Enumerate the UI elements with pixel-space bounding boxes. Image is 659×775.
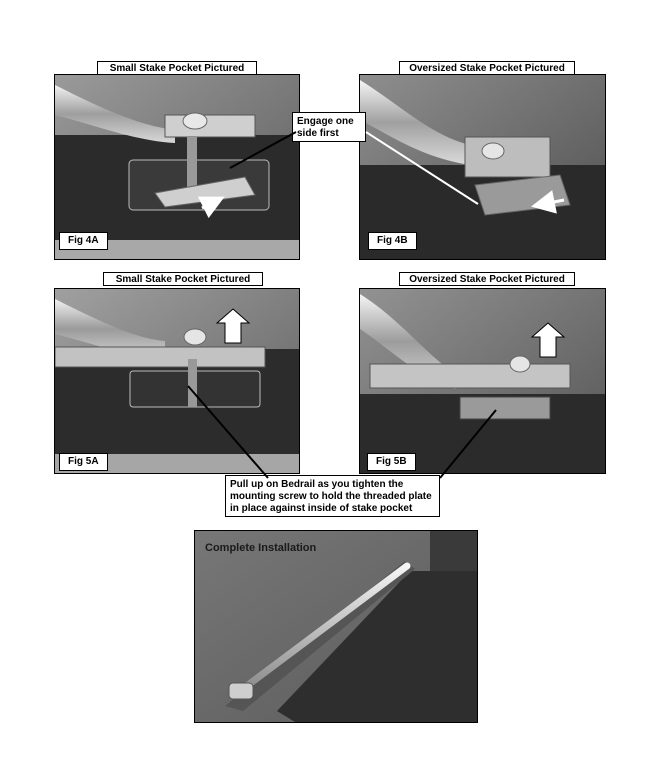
complete-title: Complete Installation [205,542,317,554]
complete-photo [194,530,478,723]
fig4b-caption: Oversized Stake Pocket Pictured [399,61,575,75]
fig4a-caption: Small Stake Pocket Pictured [97,61,257,75]
engage-callout-line2: side first [297,128,339,139]
fig5a-label: Fig 5A [59,453,108,471]
fig5b-label: Fig 5B [367,453,416,471]
fig5b-image [360,289,605,473]
fig5b-photo [359,288,606,474]
fig5a-image [55,289,299,473]
fig4b-label: Fig 4B [368,232,417,250]
fig5a-photo [54,288,300,474]
fig4a-label: Fig 4A [59,232,108,250]
fig5b-caption: Oversized Stake Pocket Pictured [399,272,575,286]
pull-callout-line1: Pull up on Bedrail as you tighten the [230,479,404,490]
complete-image [195,531,477,722]
pull-callout-line3: in place against inside of stake pocket [230,503,413,514]
pull-callout-line2: mounting screw to hold the threaded plate [230,491,432,502]
pull-callout [225,475,440,517]
fig5a-caption: Small Stake Pocket Pictured [103,272,263,286]
engage-callout [292,112,366,142]
engage-callout-line1: Engage one [297,116,354,127]
